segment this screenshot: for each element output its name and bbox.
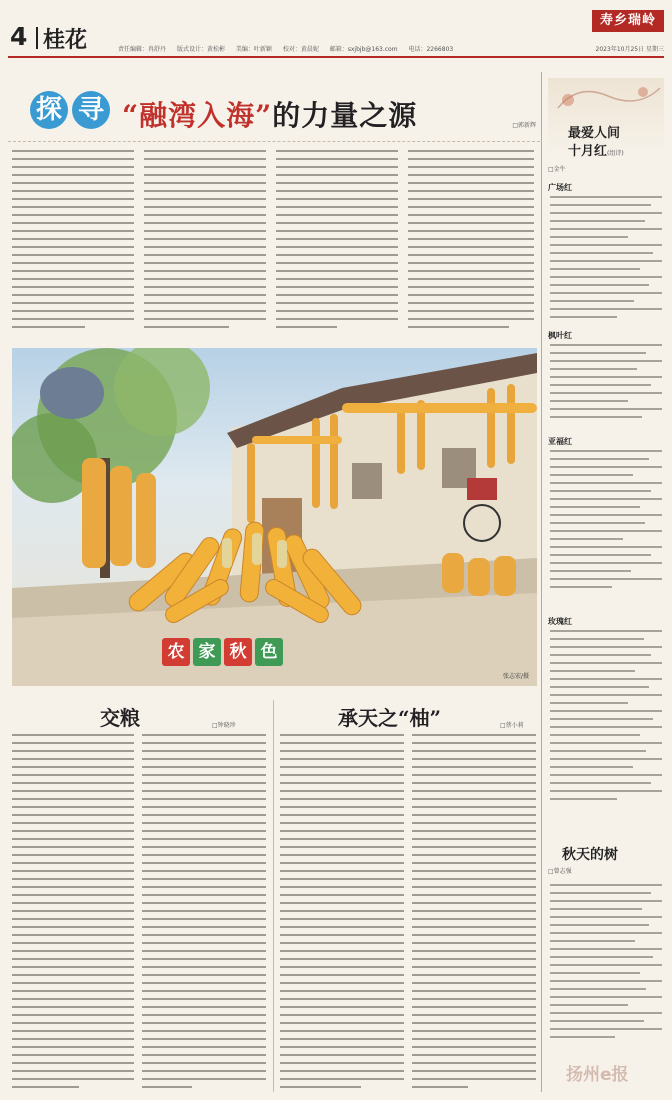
editor-credits — [118, 44, 462, 53]
article-divider — [273, 700, 274, 1092]
poem-body-4 — [550, 630, 662, 806]
credit-phone: 电话：2266803 — [408, 46, 454, 53]
maple-leaf-icon — [548, 78, 664, 118]
headline-banner — [8, 72, 540, 142]
page-number-separator — [36, 27, 38, 49]
credit-email: 邮箱：sxjbjb@163.com — [329, 46, 398, 53]
article-byline-chengtian: □蔡小莉 — [500, 722, 524, 729]
feature-text-col-2 — [144, 150, 266, 334]
feature-text-col-4 — [408, 150, 534, 334]
poem-title-yafuhong: 亚福红 — [548, 436, 572, 446]
credit-proofread: 校对：黄晨妮 — [282, 46, 319, 53]
poem-title-guangchanghong: 广场红 — [548, 182, 572, 192]
credit-layout: 版式设计：黄松彬 — [176, 46, 225, 53]
photo-title-tags — [162, 638, 283, 666]
farmhouse-corn-illustration — [12, 348, 537, 686]
masthead — [8, 13, 664, 58]
page-number: 4 — [10, 22, 28, 51]
poem-body-3 — [550, 450, 662, 594]
chengtian-text-col-1 — [280, 734, 404, 1094]
issue-date: 2023年10月25日 星期三 — [595, 46, 664, 53]
corn-harvest-photo — [12, 348, 537, 686]
newspaper-brand-logo: 寿乡瑞岭 — [592, 10, 664, 32]
sidebar-title-line2 — [568, 140, 624, 159]
sidebar-divider — [541, 72, 542, 1092]
jiaoliang-text-col-1 — [12, 734, 134, 1094]
poem-title-meiguihong: 玫瑰红 — [548, 616, 572, 626]
headline-bubble-1: 探 — [30, 91, 68, 129]
poem-title-fengyehong: 枫叶红 — [548, 330, 572, 340]
photo-credit: 张志宏/摄 — [502, 673, 529, 680]
sidebar-title-main: 十月红 — [568, 144, 608, 159]
headline-bubble-2: 寻 — [72, 91, 110, 129]
credit-art: 美编：叶新颖 — [235, 46, 272, 53]
feature-text-col-3 — [276, 150, 398, 334]
photo-tag-char-3: 秋 — [224, 638, 252, 666]
sidebar-title-note: (组诗) — [607, 150, 624, 157]
sidebar-title-line1: 最爱人间 — [568, 126, 621, 141]
photo-tag-char-2: 家 — [193, 638, 221, 666]
photo-tag-char-1: 农 — [162, 638, 190, 666]
article-byline-jiaoliang: □钟晓珍 — [212, 722, 236, 729]
poem-body-1 — [550, 196, 662, 324]
headline-plain: 的力量之源 — [272, 99, 418, 132]
poem-body-2 — [550, 344, 662, 424]
article-title-chengtian: 承天之“柚” — [338, 706, 442, 730]
headline-byline: □郭新辉 — [512, 122, 536, 129]
section-name: 桂花 — [43, 28, 88, 53]
credit-editor: 责任编辑：冉舒丹 — [118, 46, 167, 53]
jiaoliang-text-col-2 — [142, 734, 266, 1094]
feature-text-col-1 — [12, 150, 134, 334]
headline-title — [122, 94, 417, 134]
poem-body-5 — [550, 884, 662, 1044]
sidebar-author-2: □曾志强 — [548, 868, 572, 875]
article-title-jiaoliang: 交粮 — [100, 706, 140, 730]
chengtian-text-col-2 — [412, 734, 536, 1094]
headline-quoted: “融湾入海” — [122, 99, 273, 132]
source-watermark: 扬州e报 — [566, 1065, 629, 1085]
photo-tag-char-4: 色 — [255, 638, 283, 666]
sidebar-author-1: □金牛 — [548, 166, 566, 173]
poem-title-qiutiandeshu: 秋天的树 — [562, 847, 618, 863]
